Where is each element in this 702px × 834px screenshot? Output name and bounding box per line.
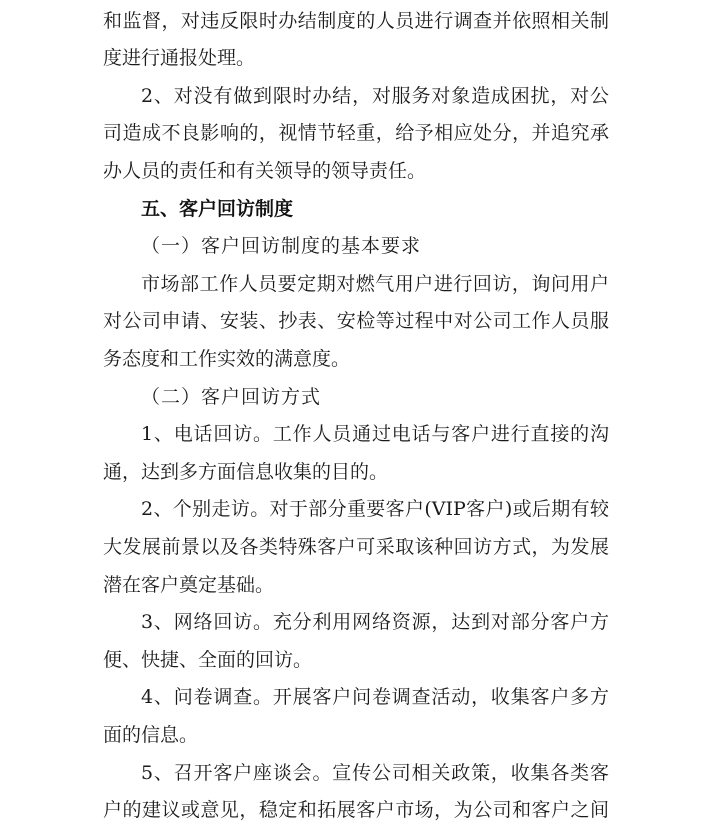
subsection-heading: （一）客户回访制度的基本要求 [141,235,422,257]
text-line: 3、网络回访。充分利用网络资源，达到对部分客户方 [141,611,609,633]
text-line: 5、召开客户座谈会。宣传公司相关政策，收集各类客 [141,762,609,784]
text-line: 潜在客户奠定基础。 [103,574,275,596]
text-line: 务态度和工作实效的满意度。 [103,348,351,370]
text-line: 大发展前景以及各类特殊客户可采取该种回访方式，为发展 [103,536,609,558]
text-line: 1、电话回访。工作人员通过电话与客户进行直接的沟 [141,423,609,445]
text-line: 和监督，对违反限时办结制度的人员进行调查并依照相关制 [103,10,609,32]
text-line: 司造成不良影响的，视情节轻重，给予相应处分，并追究承 [103,122,609,144]
section-heading: 五、客户回访制度 [141,198,294,220]
text-line: 面的信息。 [103,724,199,746]
subsection-heading: （二）客户回访方式 [141,386,322,408]
text-line: 2、对没有做到限时办结，对服务对象造成困扰，对公 [141,85,609,107]
text-line: 对公司申请、安装、抄表、安检等过程中对公司工作人员服 [103,310,609,332]
text-line: 便、快捷、全面的回访。 [103,649,313,671]
text-line: 市场部工作人员要定期对燃气用户进行回访，询问用户 [141,273,609,295]
text-line: 4、问卷调查。开展客户问卷调查活动，收集客户多方 [141,686,609,708]
text-line: 户的建议或意见，稳定和拓展客户市场，为公司和客户之间 [103,799,609,821]
text-line: 2、个别走访。对于部分重要客户(VIP客户)或后期有较 [141,498,609,520]
text-line: 通，达到多方面信息收集的目的。 [103,461,389,483]
text-line: 度进行通报处理。 [103,47,256,69]
text-line: 办人员的责任和有关领导的领导责任。 [103,160,427,182]
